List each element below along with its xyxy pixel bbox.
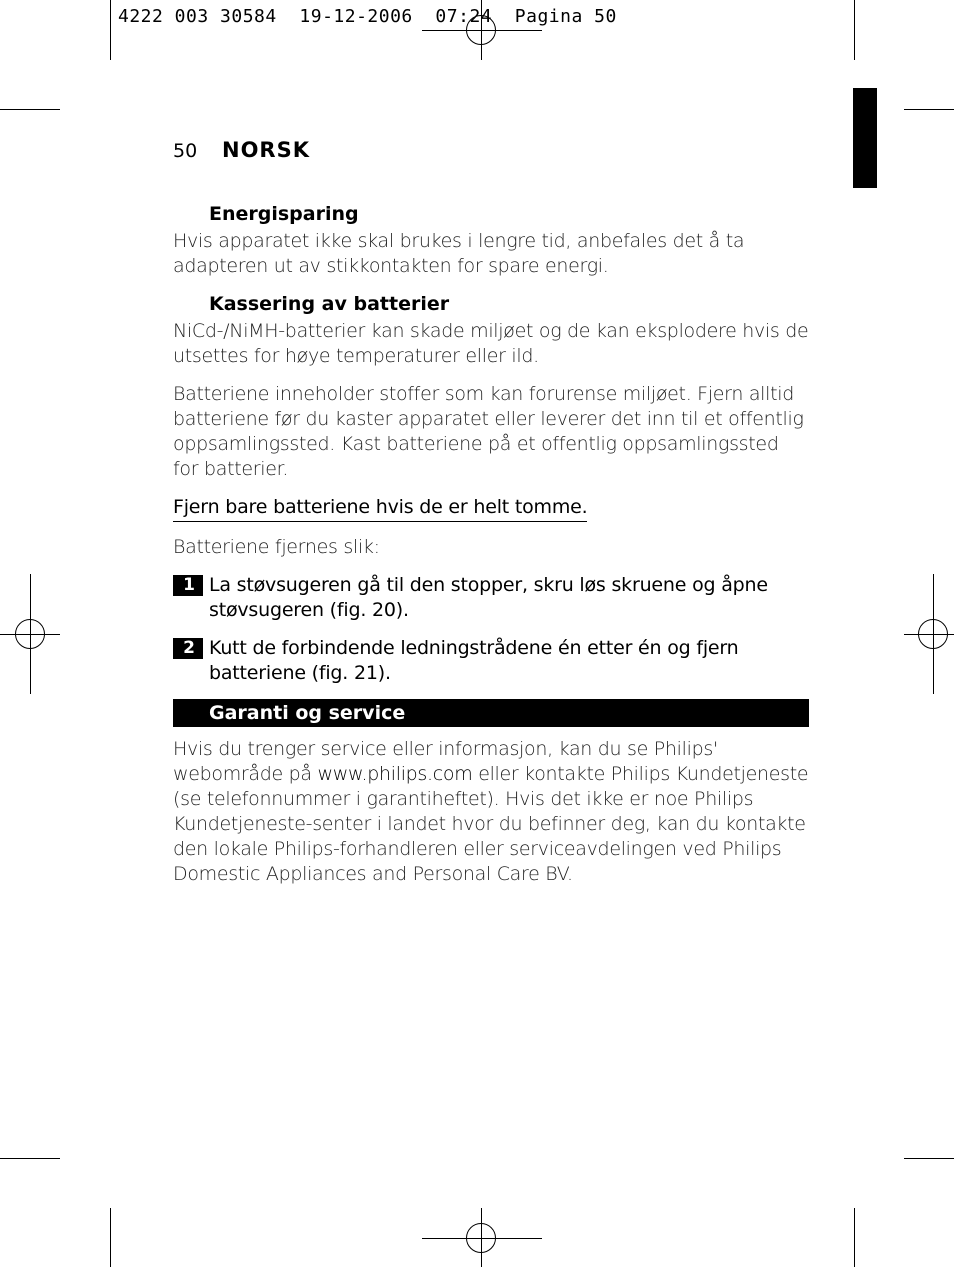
page-number: 50 — [173, 140, 198, 162]
warranty-text-after: eller kontakte Philips Kundetjeneste (se telefonnummer i garantiheftet). Hvis det ikke er noe Philips Kundetjeneste-senter i landet hvor du befinner deg, kan du kontakte den lokale Philips-forhandleren eller serviceavdelingen ved Philips Domestic Appliances and Personal Care BV. — [173, 763, 809, 885]
energy-paragraph: Hvis apparatet ikke skal brukes i lengre tid, anbefales det å ta adapteren ut av stikkontakten for spare energi. — [173, 230, 745, 277]
registration-circle — [466, 1223, 496, 1253]
step-number: 1 — [173, 575, 203, 596]
crop-mark — [904, 1158, 954, 1159]
crop-mark — [110, 1208, 111, 1267]
language-tab-marker — [853, 88, 877, 188]
crop-mark — [904, 109, 954, 110]
step-number: 2 — [173, 638, 203, 659]
crop-mark — [854, 1208, 855, 1267]
warranty-text-before: Hvis du trenger service eller informasjon, kan du se Philips' webområde på — [173, 738, 718, 785]
disposal-intro: Batteriene fjernes slik: — [173, 536, 380, 558]
step-text: La støvsugeren gå til den stopper, skru løs skruene og åpne støvsugeren (fig. 20). — [209, 574, 768, 621]
disposal-note: Fjern bare batteriene hvis de er helt tomme. — [173, 495, 587, 522]
page-content — [173, 202, 809, 900]
crop-mark — [854, 0, 855, 60]
disposal-heading: Kassering av batterier — [209, 293, 450, 315]
warranty-paragraph — [173, 737, 809, 887]
step-text: Kutt de forbindende ledningstrådene én etter én og fjern batteriene (fig. 21). — [209, 637, 739, 684]
registration-circle — [918, 619, 948, 649]
step-item — [173, 573, 809, 623]
crop-mark — [0, 1158, 60, 1159]
registration-circle — [15, 619, 45, 649]
crop-mark — [110, 0, 111, 60]
warranty-heading: Garanti og service — [173, 699, 809, 727]
section-title: NORSK — [222, 138, 310, 162]
print-header: 4222 003 30584 19-12-2006 07:24 Pagina 50 — [118, 6, 617, 27]
energy-heading: Energisparing — [209, 203, 359, 225]
philips-website-link[interactable]: www.philips.com — [317, 763, 473, 785]
disposal-paragraph-1: NiCd-/NiMH-batterier kan skade miljøet og de kan eksplodere hvis de utsettes for høye temperaturer eller ild. — [173, 320, 809, 367]
disposal-paragraph-2: Batteriene inneholder stoffer som kan forurense miljøet. Fjern alltid batteriene før du kaster apparatet eller leverer det inn til et offentlig oppsamlingssted. Kast batteriene på et offentlig oppsamlingssted for batterier. — [173, 383, 804, 480]
step-item — [173, 636, 809, 686]
crop-mark — [0, 109, 60, 110]
